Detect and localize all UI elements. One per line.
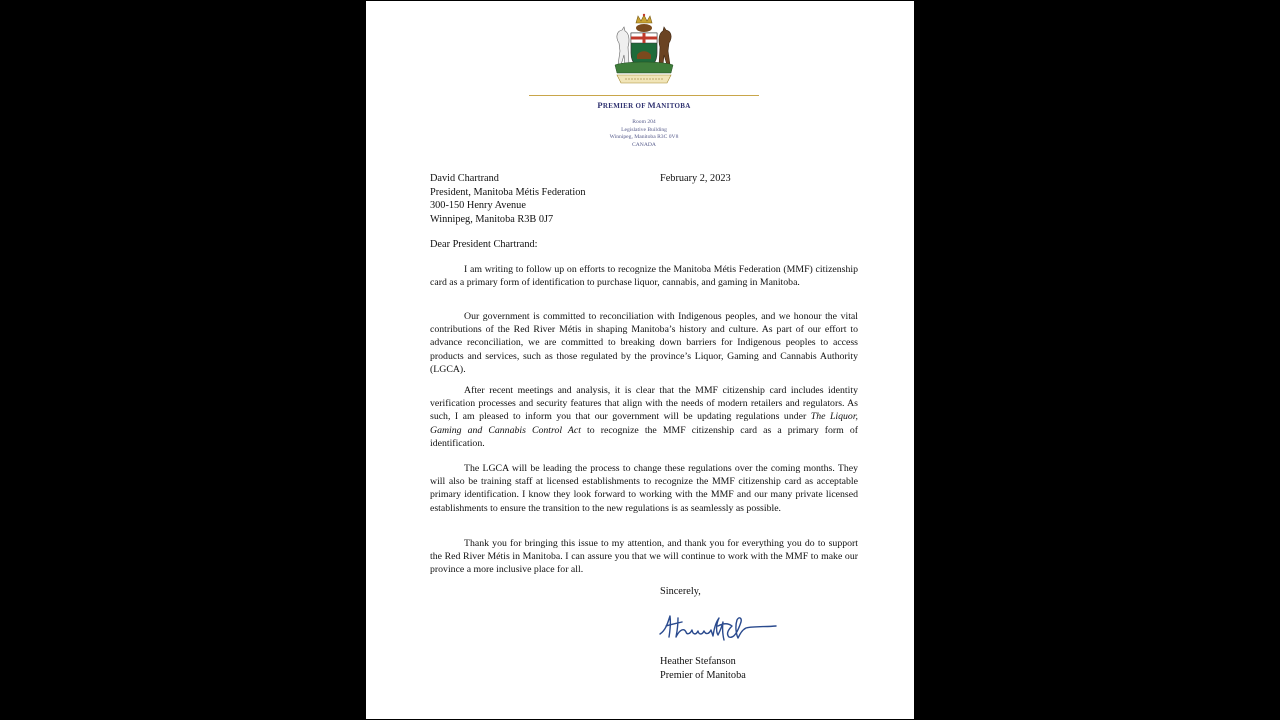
- office-title-initial: M: [647, 100, 656, 110]
- recipient-line: President, Manitoba Métis Federation: [430, 186, 586, 198]
- recipient-line: David Chartrand: [430, 173, 499, 184]
- body-paragraph: The LGCA will be leading the process to change these regulations over the coming months. They will also be training staff at licensed establishments to recognize the MMF citizenship card as acceptable primary identification. I know they look forward to working with the MMF and our many private licensed establishments to ensure the transition to the new regulations is as seamlessly as possible.: [430, 463, 858, 514]
- office-title-initial: P: [597, 100, 603, 110]
- letter-date: February 2, 2023: [660, 173, 731, 184]
- address-line: CANADA: [632, 141, 656, 148]
- office-title-part: ANITOBA: [655, 102, 691, 110]
- recipient-line: Winnipeg, Manitoba R3B 0J7: [430, 213, 554, 225]
- office-title: [529, 100, 759, 110]
- coat-of-arms-icon: [611, 13, 677, 91]
- paragraph-text: After recent meetings and analysis, it is clear that the MMF citizenship card includes identity verification processes and security features that align with the needs of modern retailers and regulators. As such, I am pleased to inform you that our government will be updating regulations under: [430, 385, 858, 423]
- body-paragraph: Thank you for bringing this issue to my attention, and thank you for everything you do to support the Red River Métis in Manitoba. I can assure you that we will continue to work with the MMF to make our province a more inclusive place for all.: [430, 538, 858, 576]
- letter-page: [366, 1, 914, 719]
- closing: Sincerely,: [660, 586, 701, 597]
- signatory-name: Heather Stefanson: [660, 656, 736, 667]
- address-line: Room 204: [632, 119, 656, 125]
- recipient-line: 300-150 Henry Avenue: [430, 200, 526, 212]
- address-line: Winnipeg, Manitoba R3C 0V8: [609, 134, 679, 141]
- recipient-block: [430, 172, 586, 226]
- letterhead-rule: [529, 95, 759, 96]
- office-title-part: REMIER OF: [602, 102, 648, 110]
- paragraph-text: to recognize the MMF citizenship card as a primary form of identification.: [430, 424, 859, 449]
- address-line: Legislative Building: [621, 126, 667, 133]
- body-paragraph: Our government is committed to reconciliation with Indigenous peoples, and we honour the vital contributions of the Red River Métis in shaping Manitoba’s history and culture. As part of our effort to advance reconciliation, we are committed to breaking down barriers for Indigenous peoples to access products and services, such as those regulated by the province’s Liquor, Gaming and Cannabis Authority (LGCA).: [430, 311, 858, 375]
- signature-image: [656, 604, 780, 644]
- signatory-block: [660, 655, 746, 682]
- signatory-title: Premier of Manitoba: [660, 669, 746, 681]
- body-paragraph: I am writing to follow up on efforts to recognize the Manitoba Métis Federation (MMF) citizenship card as a primary form of identification to purchase liquor, cannabis, and gaming in Manitoba.: [430, 264, 858, 289]
- body-paragraph: [430, 384, 858, 450]
- act-title: The Liquor, Gaming and Cannabis Control Act: [430, 411, 858, 436]
- salutation: Dear President Chartrand:: [430, 239, 538, 250]
- office-address: [529, 119, 759, 149]
